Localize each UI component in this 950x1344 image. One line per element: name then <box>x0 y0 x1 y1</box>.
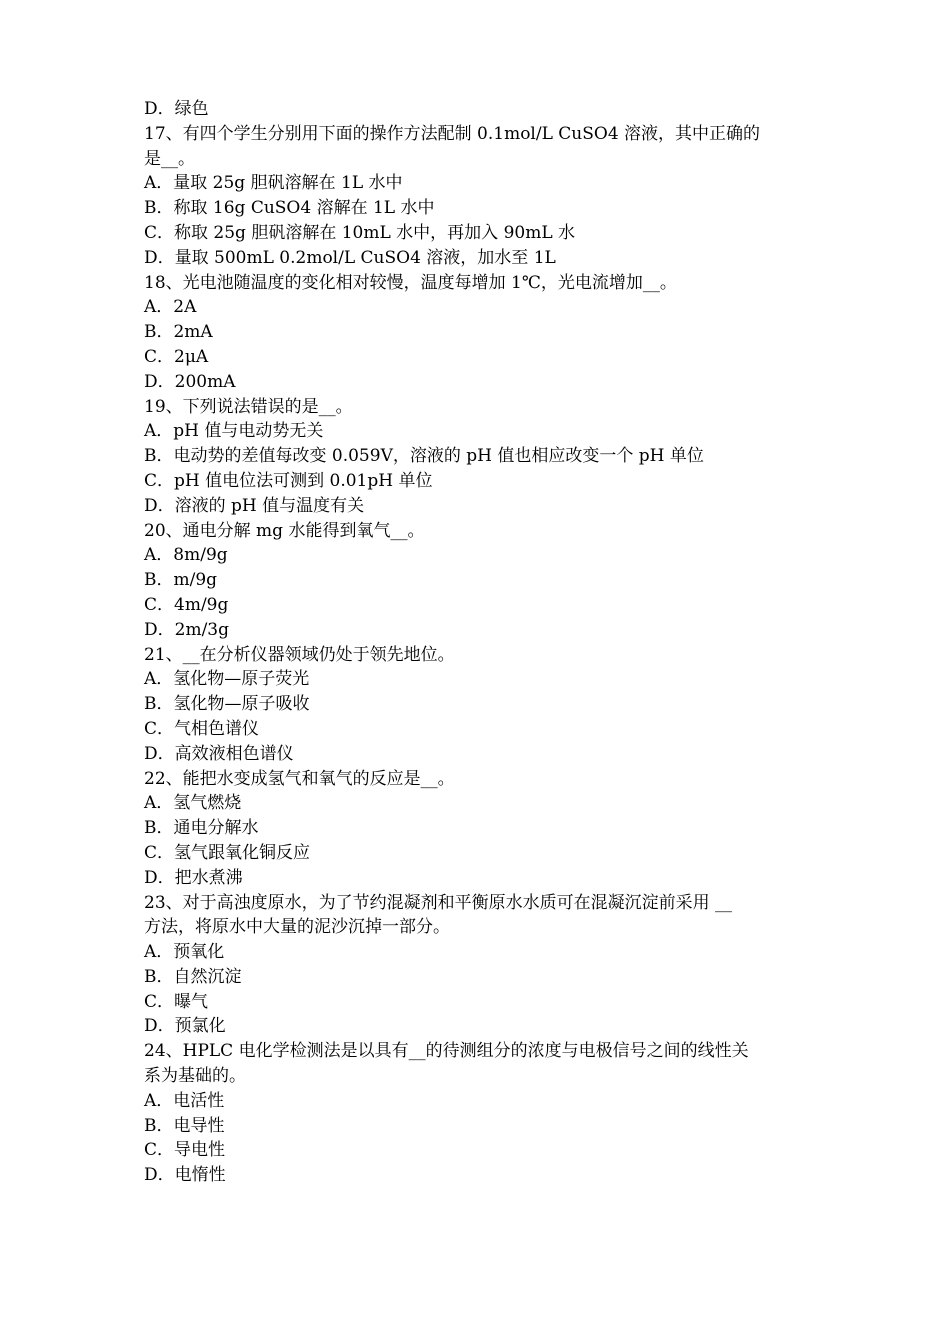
question-23-stem-line-2: 方法，将原水中大量的泥沙沉掉一部分。 <box>144 917 450 938</box>
option-b-q21: B．氢化物—原子吸收 <box>144 694 310 715</box>
option-c-q24: C．导电性 <box>144 1140 226 1161</box>
question-24-stem-line-2: 系为基础的。 <box>144 1066 246 1087</box>
option-d-q20: D．2m/3g <box>144 619 229 640</box>
question-20-stem: 20、通电分解 mg 水能得到氧气__。 <box>144 520 425 541</box>
option-a-q18: A．2A <box>144 297 197 318</box>
question-17-stem-line-2: 是__。 <box>144 148 195 169</box>
option-c-q22: C．氢气跟氧化铜反应 <box>144 842 311 863</box>
option-a-q22: A．氢气燃烧 <box>144 793 242 814</box>
question-18-stem: 18、光电池随温度的变化相对较慢，温度每增加 1℃，光电流增加__。 <box>144 272 677 293</box>
option-d-q22: D．把水煮沸 <box>144 867 243 888</box>
question-21-stem: 21、__在分析仪器领域仍处于领先地位。 <box>144 644 455 665</box>
option-b-q20: B．m/9g <box>144 570 218 591</box>
option-c-q18: C．2μA <box>144 346 209 367</box>
option-b-q17: B．称取 16g CuSO4 溶解在 1L 水中 <box>144 198 435 219</box>
question-24-stem-line-1: 24、HPLC 电化学检测法是以具有__的待测组分的浓度与电极信号之间的线性关 <box>144 1041 749 1062</box>
option-d-q24: D．电惰性 <box>144 1165 226 1186</box>
option-d-q16: D．绿色 <box>144 99 209 119</box>
option-a-q20: A．8m/9g <box>144 545 228 566</box>
option-a-q23: A．预氧化 <box>144 942 225 963</box>
option-c-q23: C．曝气 <box>144 991 209 1012</box>
option-c-q17: C．称取 25g 胆矾溶解在 10mL 水中，再加入 90mL 水 <box>144 222 576 243</box>
option-b-q18: B．2mA <box>144 322 213 343</box>
question-19-stem: 19、下列说法错误的是__。 <box>144 396 353 417</box>
question-17-stem-line-1: 17、有四个学生分别用下面的操作方法配制 0.1mol/L CuSO4 溶液，其中正确的 <box>144 123 761 144</box>
option-b-q24: B．电导性 <box>144 1115 225 1136</box>
option-b-q23: B．自然沉淀 <box>144 966 242 987</box>
option-c-q20: C．4m/9g <box>144 594 229 615</box>
option-a-q19: A．pH 值与电动势无关 <box>144 421 324 442</box>
option-d-q17: D．量取 500mL 0.2mol/L CuSO4 溶液，加水至 1L <box>144 247 556 268</box>
option-d-q21: D．高效液相色谱仪 <box>144 743 294 764</box>
option-d-q18: D．200mA <box>144 371 236 392</box>
option-b-q19: B．电动势的差值每改变 0.059V，溶液的 pH 值也相应改变一个 pH 单位 <box>144 446 704 467</box>
option-a-q17: A．量取 25g 胆矾溶解在 1L 水中 <box>144 173 403 194</box>
option-d-q19: D．溶液的 pH 值与温度有关 <box>144 495 365 516</box>
option-b-q22: B．通电分解水 <box>144 818 259 839</box>
option-c-q21: C．气相色谱仪 <box>144 718 260 739</box>
option-a-q24: A．电活性 <box>144 1090 225 1111</box>
option-d-q23: D．预氯化 <box>144 1016 226 1037</box>
question-22-stem: 22、能把水变成氢气和氧气的反应是__。 <box>144 768 455 789</box>
question-23-stem-line-1: 23、对于高浊度原水，为了节约混凝剂和平衡原水水质可在混凝沉淀前采用 __ <box>144 892 733 913</box>
document-page <box>144 97 816 1188</box>
option-a-q21: A．氢化物—原子荧光 <box>144 669 310 690</box>
option-c-q19: C．pH 值电位法可测到 0.01pH 单位 <box>144 470 433 491</box>
